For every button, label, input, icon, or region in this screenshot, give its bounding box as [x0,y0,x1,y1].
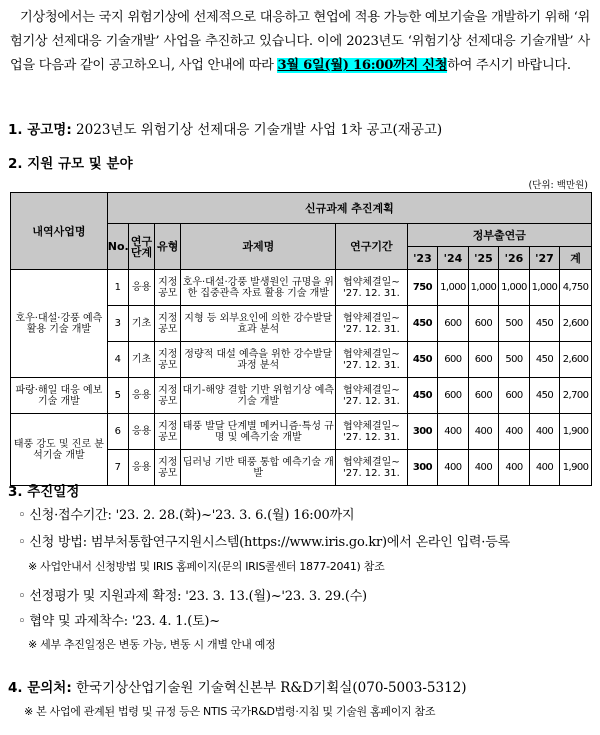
header-task: 과제명 [181,224,336,270]
row-task: 호우·대설·강풍 발생원인 규명을 위한 집중관측 자료 활용 기술 개발 [181,270,336,306]
row-amount: 300 [407,414,438,450]
row-period: 협약체결일~ '27. 12. 31. [336,342,408,378]
section-2-heading [8,152,133,172]
row-total: 2,600 [560,306,592,342]
row-task: 딥러닝 기반 태풍 통합 예측기술 개발 [181,450,336,486]
row-amount: 450 [529,378,560,414]
row-type: 지정공모 [155,306,181,342]
row-task: 지형 등 외부요인에 의한 강수발달 효과 분석 [181,306,336,342]
section-1-label: 1. 공고명: [8,122,72,138]
row-amount: 450 [407,378,438,414]
row-amount: 400 [529,450,560,486]
row-amount: 400 [529,414,560,450]
header-no: No. [107,224,128,270]
row-amount: 600 [468,306,499,342]
row-stage: 응용 [128,270,154,306]
row-type: 지정공모 [155,270,181,306]
table-row [11,378,592,414]
row-type: 지정공모 [155,342,181,378]
row-stage: 기초 [128,342,154,378]
section-4 [8,676,467,696]
announcement-name: 2023년도 위험기상 선제대응 기술개발 사업 1차 공고(재공고) [76,122,443,138]
business-name: 파랑·해일 대응 예보기술 개발 [11,378,108,414]
row-stage: 응용 [128,450,154,486]
unit-label: (단위: 백만원) [528,180,588,191]
table-row [11,270,592,306]
row-total: 2,600 [560,342,592,378]
row-period: 협약체결일~ '27. 12. 31. [336,306,408,342]
intro-paragraph [10,6,590,78]
row-total: 2,700 [560,378,592,414]
section-3-label: 3. 추진일정 [8,484,80,500]
intro-text-end: 하여 주시기 바랍니다. [447,58,571,73]
schedule-item: ◦ 신청 방법: 범부처통합연구지원시스템(https://www.iris.go.kr)에서 온라인 입력·등록 [18,535,510,550]
intro-text: 기상청에서는 국지 위험기상에 선제적으로 대응하고 현업에 적용 가능한 예보기술을 개발하기 위해 ‘위험기상 선제대응 기술개발’ 사업을 추진하고 있습니다. 이에 2023년도 ‘위험기상 선제대응 기술개발’ 사업을 다음과 같이 공고하오니, 사업 안내에 따라 [10,10,590,73]
header-year: '26 [499,247,530,270]
row-type: 지정공모 [155,414,181,450]
business-name: 호우·대설·강풍 예측 활용 기술 개발 [11,270,108,378]
row-amount: 400 [499,450,530,486]
schedule-item: ◦ 신청·접수기간: '23. 2. 28.(화)~'23. 3. 6.(월) 16:00까지 [18,508,355,523]
header-plan: 신규과제 추진계획 [107,193,591,224]
row-type: 지정공모 [155,450,181,486]
row-task: 정량적 대설 예측을 위한 강수발달 과정 분석 [181,342,336,378]
row-amount: 600 [438,378,469,414]
table-row [11,414,592,450]
section-1 [8,118,442,138]
row-total: 1,900 [560,414,592,450]
row-no: 7 [107,450,128,486]
row-no: 6 [107,414,128,450]
row-period: 협약체결일~ '27. 12. 31. [336,270,408,306]
header-stage: 연구단계 [128,224,154,270]
row-amount: 500 [499,342,530,378]
row-amount: 1,000 [499,270,530,306]
row-period: 협약체결일~ '27. 12. 31. [336,450,408,486]
row-type: 지정공모 [155,378,181,414]
row-total: 1,900 [560,450,592,486]
row-period: 협약체결일~ '27. 12. 31. [336,378,408,414]
header-type: 유형 [155,224,181,270]
row-amount: 1,000 [438,270,469,306]
header-business: 내역사업명 [11,193,108,270]
header-year: '27 [529,247,560,270]
header-year: '23 [407,247,438,270]
header-year: '25 [468,247,499,270]
row-stage: 응용 [128,414,154,450]
header-total: 계 [560,247,592,270]
row-amount: 500 [499,306,530,342]
deadline-highlight: 3월 6일(월) 16:00까지 신청 [277,58,448,73]
schedule-item: ◦ 협약 및 과제착수: '23. 4. 1.(토)~ [18,614,220,629]
row-amount: 600 [468,342,499,378]
row-no: 1 [107,270,128,306]
row-amount: 400 [499,414,530,450]
row-amount: 400 [468,450,499,486]
business-name: 태풍 강도 및 진로 분석기술 개발 [11,414,108,486]
row-amount: 300 [407,450,438,486]
row-amount: 400 [468,414,499,450]
row-task: 태풍 발달 단계별 메커니즘·특성 규명 및 예측기술 개발 [181,414,336,450]
row-no: 5 [107,378,128,414]
row-no: 3 [107,306,128,342]
row-task: 대기-해양 결합 기반 위험기상 예측기술 개발 [181,378,336,414]
header-funding: 정부출연금 [407,224,591,247]
row-amount: 400 [438,414,469,450]
section-3-heading [8,480,79,500]
regulation-note: ※ 본 사업에 관계된 법령 및 규정 등은 NTIS 국가R&D법령·지침 및 기술원 홈페이지 참조 [24,705,436,718]
section-4-label: 4. 문의처: [8,680,72,696]
row-total: 4,750 [560,270,592,306]
row-stage: 응용 [128,378,154,414]
row-amount: 450 [407,342,438,378]
row-stage: 기초 [128,306,154,342]
row-amount: 1,000 [468,270,499,306]
header-year: '24 [438,247,469,270]
row-amount: 600 [468,378,499,414]
row-amount: 600 [438,306,469,342]
header-period: 연구기간 [336,224,408,270]
row-amount: 1,000 [529,270,560,306]
row-amount: 750 [407,270,438,306]
row-no: 4 [107,342,128,378]
row-amount: 400 [438,450,469,486]
funding-table [10,192,592,486]
schedule-note: ※ 사업안내서 신청방법 및 IRIS 홈페이지(문의 IRIS콜센터 1877-2041) 참조 [28,560,385,573]
section-2-label: 2. 지원 규모 및 분야 [8,156,133,172]
row-amount: 600 [499,378,530,414]
row-amount: 450 [529,342,560,378]
schedule-item: ◦ 선정평가 및 지원과제 확정: '23. 3. 13.(월)~'23. 3. 29.(수) [18,589,367,604]
contact-info: 한국기상산업기술원 기술혁신본부 R&D기획실(070-5003-5312) [76,680,467,696]
row-amount: 450 [529,306,560,342]
row-amount: 600 [438,342,469,378]
schedule-note: ※ 세부 추진일정은 변동 가능, 변동 시 개별 안내 예정 [28,638,276,651]
row-amount: 450 [407,306,438,342]
row-period: 협약체결일~ '27. 12. 31. [336,414,408,450]
